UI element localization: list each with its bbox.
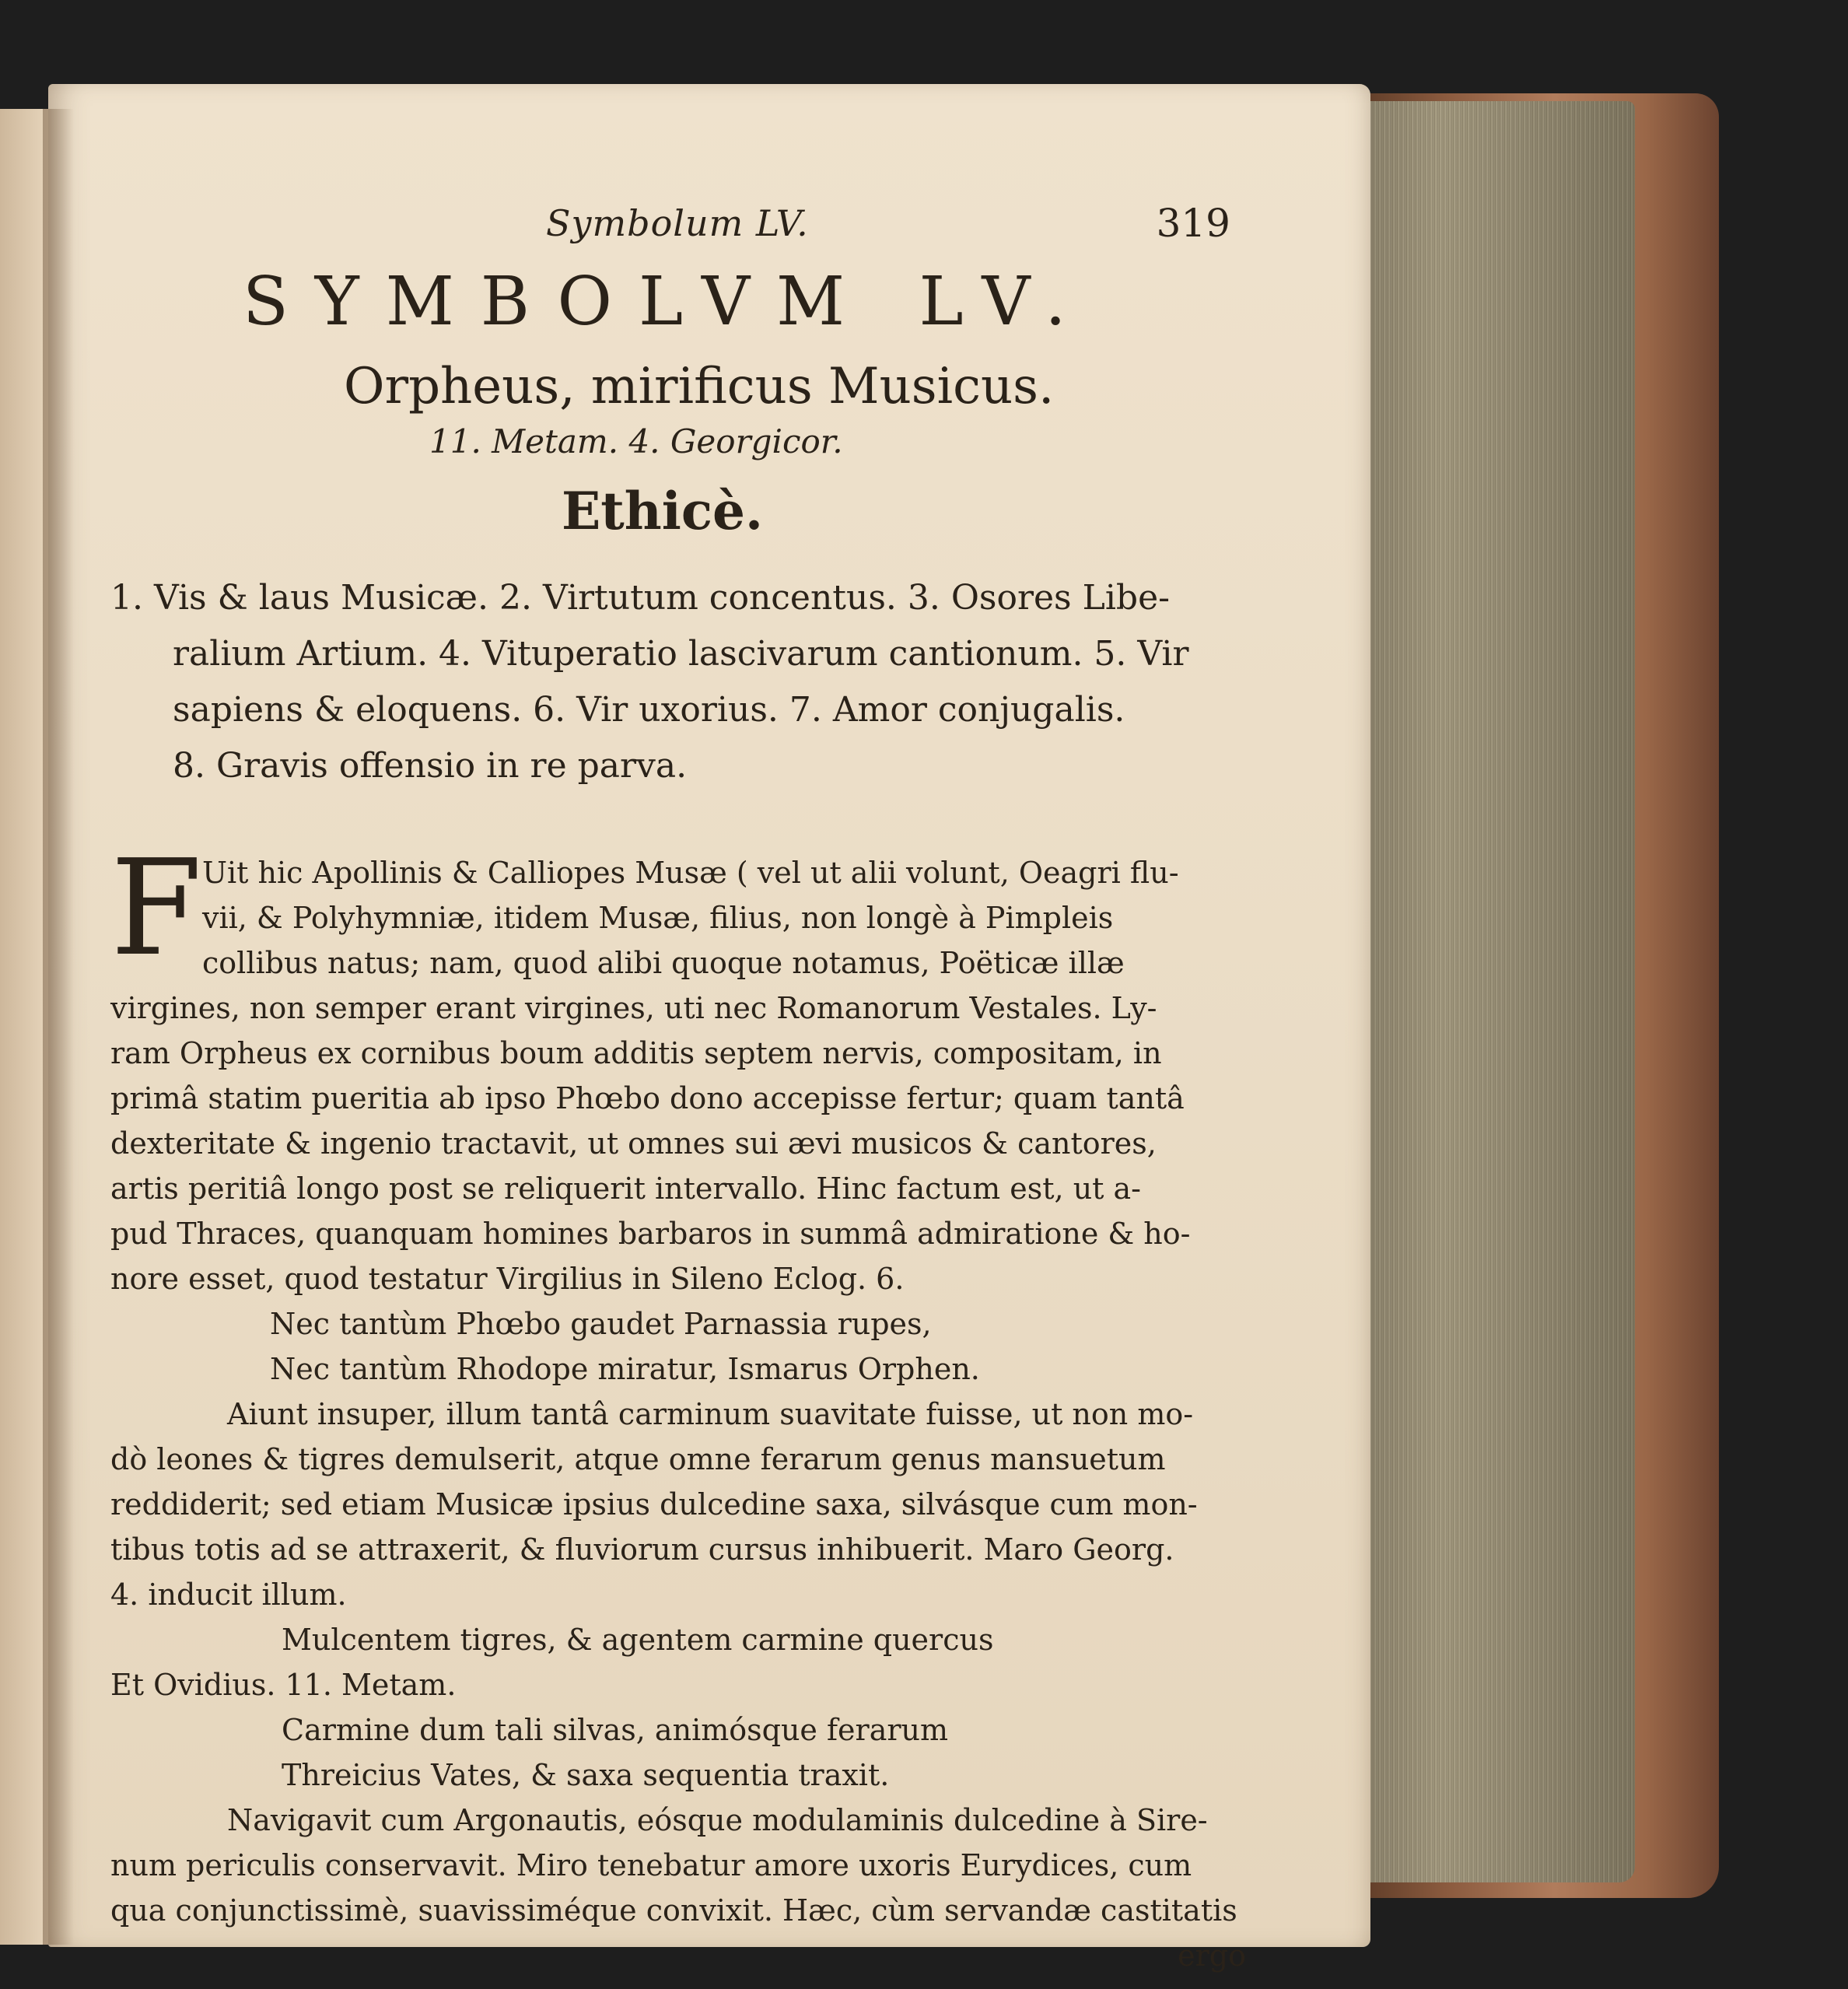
topic-line: ralium Artium. 4. Vituperatio lascivarum cantionum. 5. Vir — [173, 634, 1189, 674]
page-gutter — [43, 109, 74, 1945]
verse-line: Carmine dum tali silvas, animósque ferarum — [282, 1713, 949, 1747]
text-line: tibus totis ad se attraxerit, & fluviorum cursus inhibuerit. Maro Georg. — [110, 1532, 1174, 1567]
text-line: num periculis conservavit. Miro tenebatur amore uxoris Eurydices, cum — [110, 1848, 1192, 1882]
text-line: virgines, non semper erant virgines, uti nec Romanorum Vestales. Ly- — [110, 991, 1157, 1025]
text-line: Navigavit cum Argonautis, eósque modulaminis dulcedine à Sire- — [227, 1803, 1208, 1837]
verse-line: Nec tantùm Rhodope miratur, Ismarus Orphen. — [270, 1352, 980, 1386]
text-line: qua conjunctissimè, suavissiméque convixit. Hæc, cùm servandæ castitatis — [110, 1893, 1237, 1928]
book-page — [48, 84, 1370, 1973]
page-number: 319 — [1156, 201, 1230, 246]
text-line: Aiunt insuper, illum tantâ carminum suavitate fuisse, ut non mo- — [227, 1397, 1194, 1431]
text-line: 4. inducit illum. — [110, 1578, 347, 1612]
symbol-title: SYMBOLVM LV. — [243, 263, 1093, 341]
drop-cap: F — [110, 832, 202, 986]
text-line: Et Ovidius. 11. Metam. — [110, 1668, 457, 1702]
catchword: ergo — [1178, 1938, 1246, 1973]
verse-line: Mulcentem tigres, & agentem carmine quercus — [282, 1623, 994, 1657]
running-head: Symbolum LV. — [546, 202, 809, 244]
text-line: artis peritiâ longo post se reliquerit intervallo. Hinc factum est, ut a- — [110, 1171, 1142, 1206]
topic-line: 1. Vis & laus Musicæ. 2. Virtutum concentus. 3. Osores Libe- — [110, 578, 1170, 618]
source-reference: 11. Metam. 4. Georgicor. — [429, 422, 843, 460]
text-line: dexteritate & ingenio tractavit, ut omnes sui ævi musicos & cantores, — [110, 1126, 1157, 1161]
page-edges — [1355, 101, 1635, 1882]
symbol-subtitle: Orpheus, mirificus Musicus. — [344, 358, 1055, 415]
topic-line: 8. Gravis offensio in re parva. — [173, 746, 688, 786]
verse-line: Nec tantùm Phœbo gaudet Parnassia rupes, — [270, 1307, 932, 1341]
text-line: nore esset, quod testatur Virgilius in Sileno Eclog. 6. — [110, 1262, 905, 1296]
text-line: collibus natus; nam, quod alibi quoque notamus, Poëticæ illæ — [202, 946, 1125, 980]
text-line: pud Thraces, quanquam homines barbaros in summâ admiratione & ho- — [110, 1217, 1191, 1251]
text-line: primâ statim pueritia ab ipso Phœbo dono accepisse fertur; quam tantâ — [110, 1081, 1185, 1115]
verse-line: Threicius Vates, & saxa sequentia traxit. — [282, 1758, 890, 1792]
section-heading: Ethicè. — [562, 481, 764, 541]
text-line: vii, & Polyhymniæ, itidem Musæ, filius, non longè à Pimpleis — [202, 901, 1114, 935]
text-line: Uit hic Apollinis & Calliopes Musæ ( vel ut alii volunt, Oeagri flu- — [202, 856, 1179, 890]
text-line: reddiderit; sed etiam Musicæ ipsius dulcedine saxa, silvásque cum mon- — [110, 1487, 1198, 1522]
text-line: ram Orpheus ex cornibus boum additis septem nervis, compositam, in — [110, 1036, 1162, 1070]
text-line: dò leones & tigres demulserit, atque omne ferarum genus mansuetum — [110, 1442, 1166, 1476]
topic-list — [110, 570, 1238, 794]
topic-line: sapiens & eloquens. 6. Vir uxorius. 7. Amor conjugalis. — [173, 690, 1125, 730]
body-text — [110, 832, 1254, 1978]
